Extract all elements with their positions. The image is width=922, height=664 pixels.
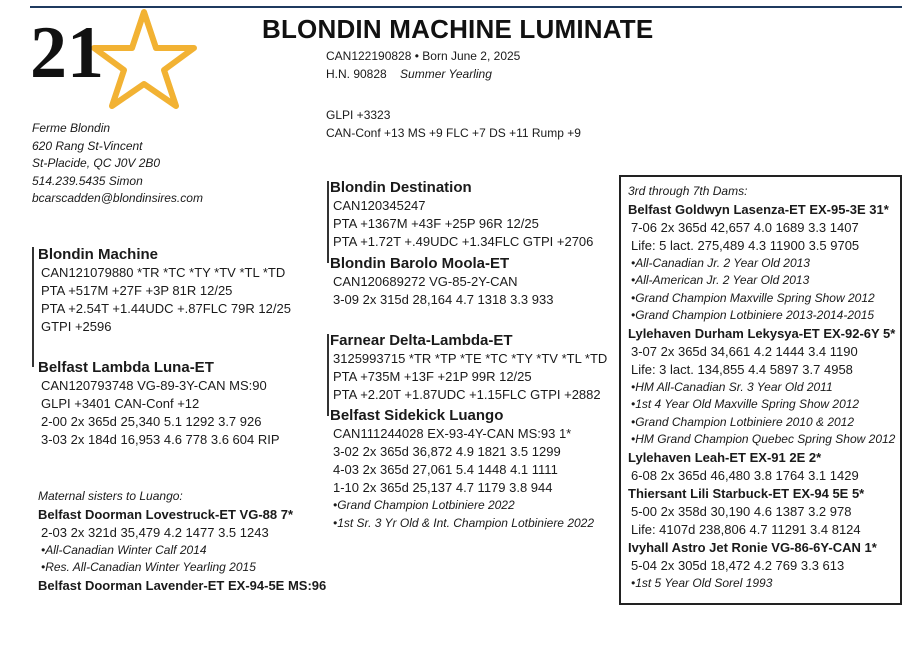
sire-line: PTA +2.54T +1.44UDC +.87FLC 79R 12/25 (41, 301, 291, 316)
dam-name: Belfast Lambda Luna-ET (38, 359, 214, 376)
dams-box (619, 175, 902, 605)
dam-line: 3-03 2x 184d 16,953 4.6 778 3.6 604 RIP (41, 432, 280, 447)
dam3-record: Life: 5 lact. 275,489 4.3 11900 3.5 9705 (631, 237, 860, 253)
connector-parents (32, 247, 34, 367)
dam-sire-line: 3125993715 *TR *TP *TE *TC *TY *TV *TL *TD (333, 351, 608, 366)
dam-line: CAN120793748 VG-89-3Y-CAN MS:90 (41, 378, 267, 393)
dam6-record: Life: 4107d 238,806 4.7 11291 3.4 8124 (631, 521, 861, 537)
sire-dam-block (330, 254, 553, 309)
dam6-record: 5-00 2x 358d 30,190 4.6 1387 3.2 978 (631, 503, 852, 519)
sire-sire-block (330, 178, 593, 251)
dam7-record: 5-04 2x 305d 18,472 4.2 769 3.3 613 (631, 557, 845, 573)
sister-record: 2-03 2x 321d 35,479 4.2 1477 3.5 1243 (41, 524, 269, 540)
dam3-note: •All-Canadian Jr. 2 Year Old 2013 (631, 255, 810, 270)
maternal-sisters (38, 488, 326, 595)
maternal-sisters-heading: Maternal sisters to Luango: (38, 489, 183, 503)
sire-sire-line: PTA +1.72T +.49UDC +1.34FLC GTPI +2706 (333, 234, 594, 249)
sire-block (38, 245, 291, 336)
dam4-record: 3-07 2x 365d 34,661 4.2 1444 3.4 1190 (631, 343, 858, 359)
breeder-email[interactable]: bcarscadden@blondinsires.com (32, 191, 203, 205)
dam-dam-line: CAN111244028 EX-93-4Y-CAN MS:93 1* (333, 426, 572, 441)
sire-dam-name: Blondin Barolo Moola-ET (330, 255, 510, 272)
dam3-name: Belfast Goldwyn Lasenza-ET EX-95-3E 31* (628, 201, 889, 217)
sire-dam-line: CAN120689272 VG-85-2Y-CAN (333, 274, 518, 289)
lot-number: 21 (30, 12, 104, 94)
sister-note: •All-Canadian Winter Calf 2014 (41, 542, 207, 557)
sire-line: CAN121079880 *TR *TC *TY *TV *TL *TD (41, 265, 286, 280)
dam-dam-line: 3-02 2x 365d 36,872 4.9 1821 3.5 1299 (333, 444, 561, 459)
dam3-note: •Grand Champion Lotbiniere 2013-2014-2015 (631, 308, 875, 322)
conf-line: CAN-Conf +13 MS +9 FLC +7 DS +11 Rump +9 (326, 125, 581, 140)
breeder-address2: St-Placide, QC J0V 2B0 (32, 156, 161, 170)
show-class: Summer Yearling (400, 66, 492, 81)
dam-block (38, 358, 280, 449)
registration-line: CAN122190828 • Born June 2, 2025 (326, 49, 521, 63)
dam-sire-name: Farnear Delta-Lambda-ET (330, 332, 513, 349)
dams-heading: 3rd through 7th Dams: (628, 184, 748, 198)
dam4-note: •1st 4 Year Old Maxville Spring Show 2012 (631, 397, 860, 411)
sister-note: •Res. All-Canadian Winter Yearling 2015 (41, 560, 256, 574)
gpi-line: GLPI +3323 (326, 108, 391, 122)
breeder-phone: 514.239.5435 Simon (32, 173, 143, 188)
dam-dam-note: •Grand Champion Lotbiniere 2022 (333, 498, 515, 512)
sire-sire-name: Blondin Destination (330, 179, 472, 196)
sister-name: Belfast Doorman Lavender-ET EX-94-5E MS:96 (38, 577, 327, 593)
breeder-address1: 620 Rang St-Vincent (32, 138, 143, 153)
sire-dam-line: 3-09 2x 315d 28,164 4.7 1318 3.3 933 (333, 292, 554, 307)
page-title: BLONDIN MACHINE LUMINATE (262, 14, 654, 44)
dam-dam-line: 1-10 2x 365d 25,137 4.7 1179 3.8 944 (333, 480, 553, 495)
dam-sire-line: PTA +2.20T +1.87UDC +1.15FLC GTPI +2882 (333, 387, 601, 402)
dam7-name: Ivyhall Astro Jet Ronie VG-86-6Y-CAN 1* (628, 539, 877, 555)
dam-dam-line: 4-03 2x 365d 27,061 5.4 1448 4.1 1111 (333, 462, 558, 477)
dam3-note: •All-American Jr. 2 Year Old 2013 (631, 273, 810, 287)
sire-line: PTA +517M +27F +3P 81R 12/25 (41, 283, 233, 298)
dam-line: 2-00 2x 365d 25,340 5.1 1292 3.7 926 (41, 414, 262, 429)
dam4-record: Life: 3 lact. 134,855 4.4 5897 3.7 4958 (631, 361, 853, 377)
sire-sire-line: CAN120345247 (333, 198, 426, 213)
dam4-name: Lylehaven Durham Lekysya-ET EX-92-6Y 5* (628, 325, 896, 341)
connector-dam (327, 334, 329, 416)
sire-line: GTPI +2596 (41, 319, 112, 334)
dam-dam-name: Belfast Sidekick Luango (330, 407, 504, 424)
animal-info (326, 48, 581, 142)
breeder-contact (32, 120, 203, 208)
dam-sire-line: PTA +735M +13F +21P 99R 12/25 (333, 369, 532, 384)
dam4-note: •HM All-Canadian Sr. 3 Year Old 2011 (631, 379, 833, 394)
breeder-name: Ferme Blondin (32, 121, 111, 135)
dam6-name: Thiersant Lili Starbuck-ET EX-94 5E 5* (628, 485, 865, 501)
dam-sire-block (330, 331, 607, 404)
dam-dam-note: •1st Sr. 3 Yr Old & Int. Champion Lotbiniere 2022 (333, 515, 595, 530)
dam4-note: •HM Grand Champion Quebec Spring Show 2012 (631, 432, 896, 446)
dam-dam-block (330, 406, 594, 532)
dam3-record: 7-06 2x 365d 42,657 4.0 1689 3.3 1407 (631, 219, 859, 235)
sister-name: Belfast Doorman Lovestruck-ET VG-88 7* (38, 506, 294, 522)
dam5-record: 6-08 2x 365d 46,480 3.8 1764 3.1 1429 (631, 467, 859, 483)
hn-line (326, 66, 581, 84)
dam5-name: Lylehaven Leah-ET EX-91 2E 2* (628, 449, 822, 465)
dam7-note: •1st 5 Year Old Sorel 1993 (631, 575, 773, 590)
sire-name: Blondin Machine (38, 246, 158, 263)
dam-line: GLPI +3401 CAN-Conf +12 (41, 396, 200, 411)
connector-sire (327, 181, 329, 263)
sire-sire-line: PTA +1367M +43F +25P 96R 12/25 (333, 216, 539, 231)
hn: H.N. 90828 (326, 66, 387, 81)
dam4-note: •Grand Champion Lotbiniere 2010 & 2012 (631, 414, 855, 429)
dam3-note: •Grand Champion Maxville Spring Show 2012 (631, 290, 875, 305)
